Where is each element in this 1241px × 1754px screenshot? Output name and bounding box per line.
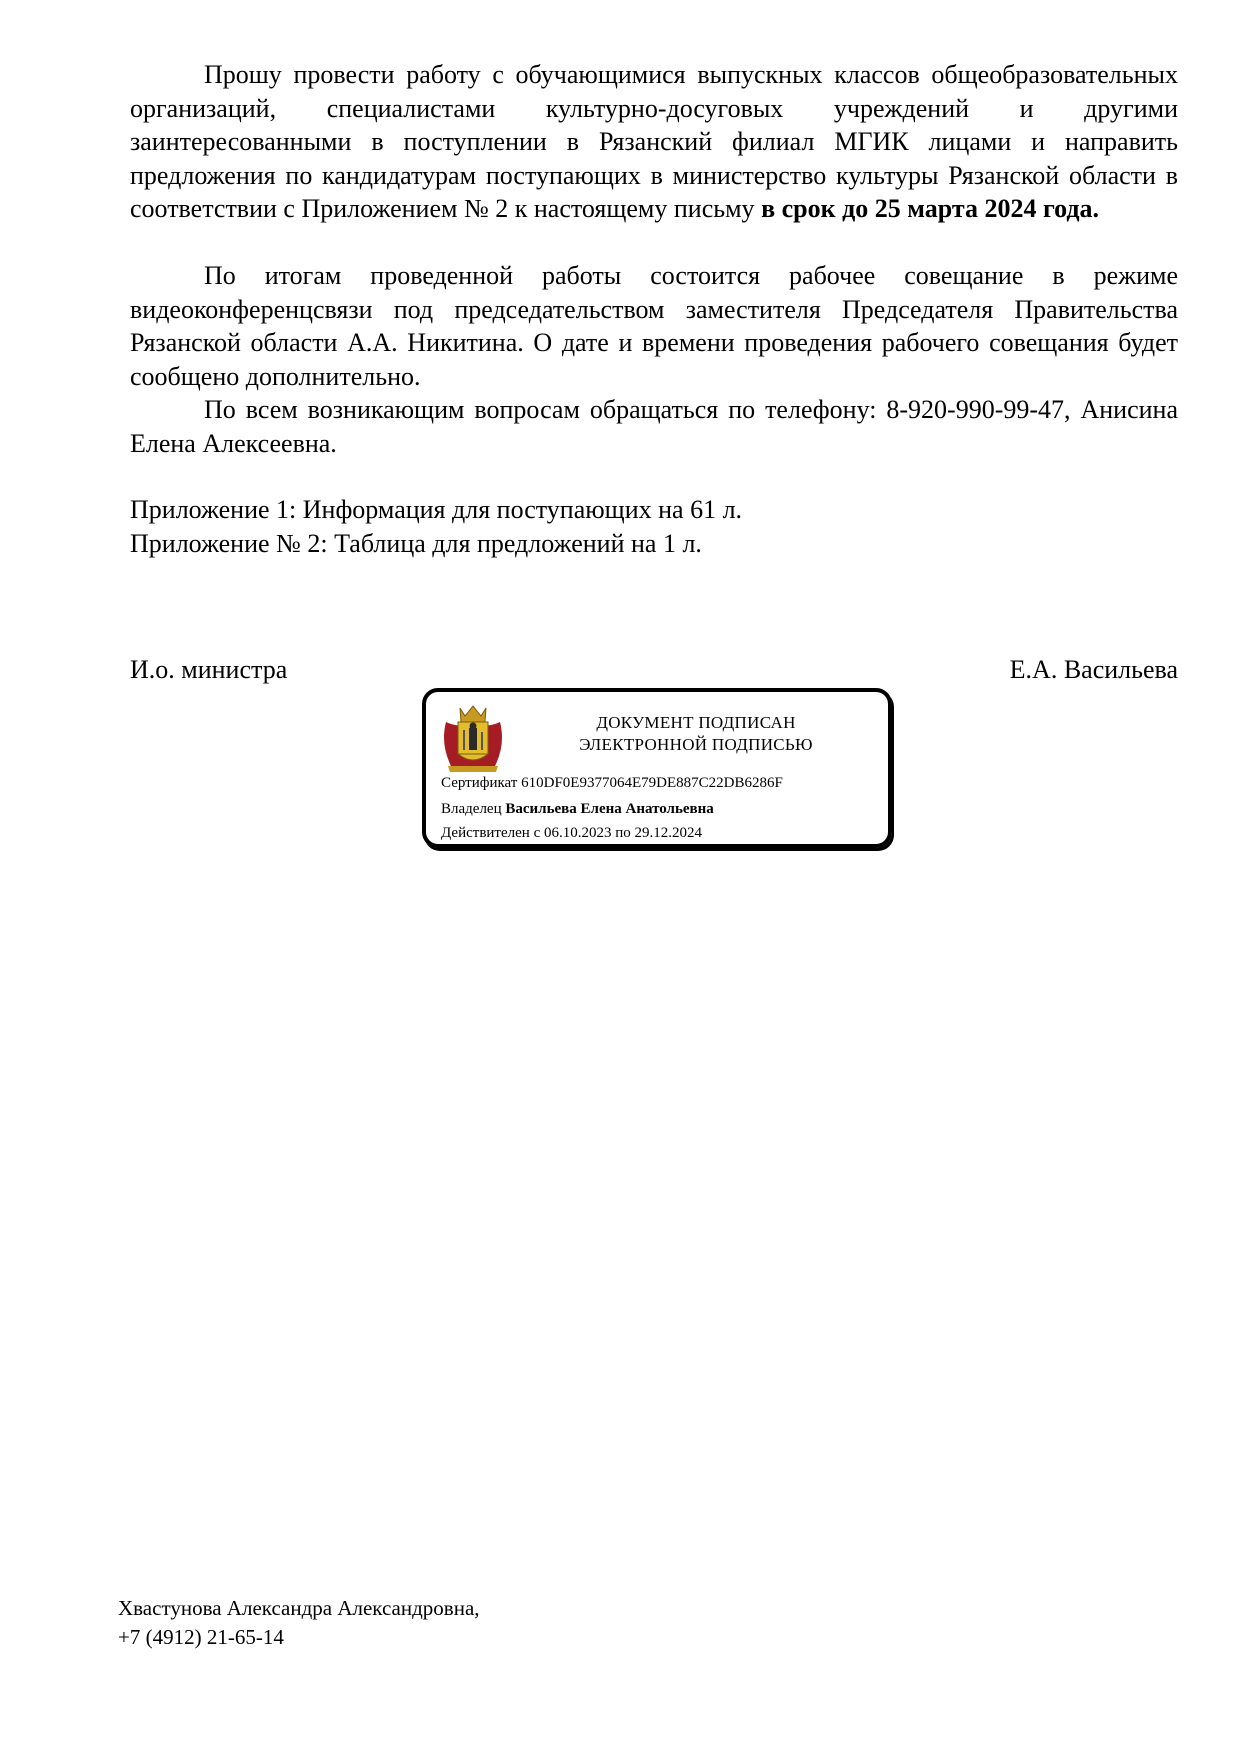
- signer-name: Е.А. Васильева: [1009, 655, 1178, 684]
- stamp-title-line2: ЭЛЕКТРОННОЙ ПОДПИСЬЮ: [579, 735, 813, 754]
- ryazan-coat-of-arms-icon: [438, 700, 508, 776]
- signer-position: И.о. министра: [130, 655, 288, 684]
- owner-value: Васильева Елена Анатольевна: [505, 801, 714, 817]
- stamp-owner: [441, 799, 714, 819]
- paragraph-request: [130, 58, 1178, 226]
- valid-from-prefix: с: [533, 825, 541, 841]
- valid-to-prefix: по: [615, 825, 631, 841]
- owner-label: Владелец: [441, 801, 502, 817]
- stamp-title-line1: ДОКУМЕНТ ПОДПИСАН: [596, 713, 796, 732]
- executor-name: Хвастунова Александра Александровна,: [118, 1596, 480, 1620]
- valid-label: Действителен: [441, 825, 530, 841]
- certificate-label: Сертификат: [441, 775, 518, 791]
- stamp-certificate: [441, 773, 783, 793]
- executor-phone: +7 (4912) 21-65-14: [118, 1625, 284, 1649]
- paragraph-contacts: По всем возникающим вопросам обращаться по телефону: 8-920-990-99-47, Анисина Елена Алексеевна.: [130, 395, 1178, 458]
- electronic-signature-stamp: [422, 688, 892, 848]
- deadline-text: в срок до 25 марта 2024 года.: [761, 194, 1100, 223]
- certificate-value: 610DF0E9377064E79DE887C22DB6286F: [521, 775, 783, 791]
- attachment-2: Приложение № 2: Таблица для предложений на 1 л.: [130, 529, 702, 558]
- paragraph-request-text: Прошу провести работу с обучающимися выпускных классов общеобразовательных организаций, специалистами культурно-досуговых учреждений и другими заинтересованными в поступлении в Рязанский филиал МГИК лицами и направить предложения по кандидатурам поступающих в министерство культуры Рязанской области в соответствии с Приложением № 2 к настоящему письму: [130, 60, 1178, 223]
- valid-from: 06.10.2023: [543, 825, 612, 841]
- valid-to: 29.12.2024: [634, 825, 703, 841]
- paragraph-meeting: По итогам проведенной работы состоится рабочее совещание в режиме видеоконференцсвязи под председательством заместителя Председателя Правительства Рязанской области А.А. Никитина. О дате и времени проведения рабочего совещания будет сообщено дополнительно.: [130, 261, 1178, 391]
- attachment-1: Приложение 1: Информация для поступающих на 61 л.: [130, 495, 743, 524]
- stamp-validity: [441, 823, 702, 843]
